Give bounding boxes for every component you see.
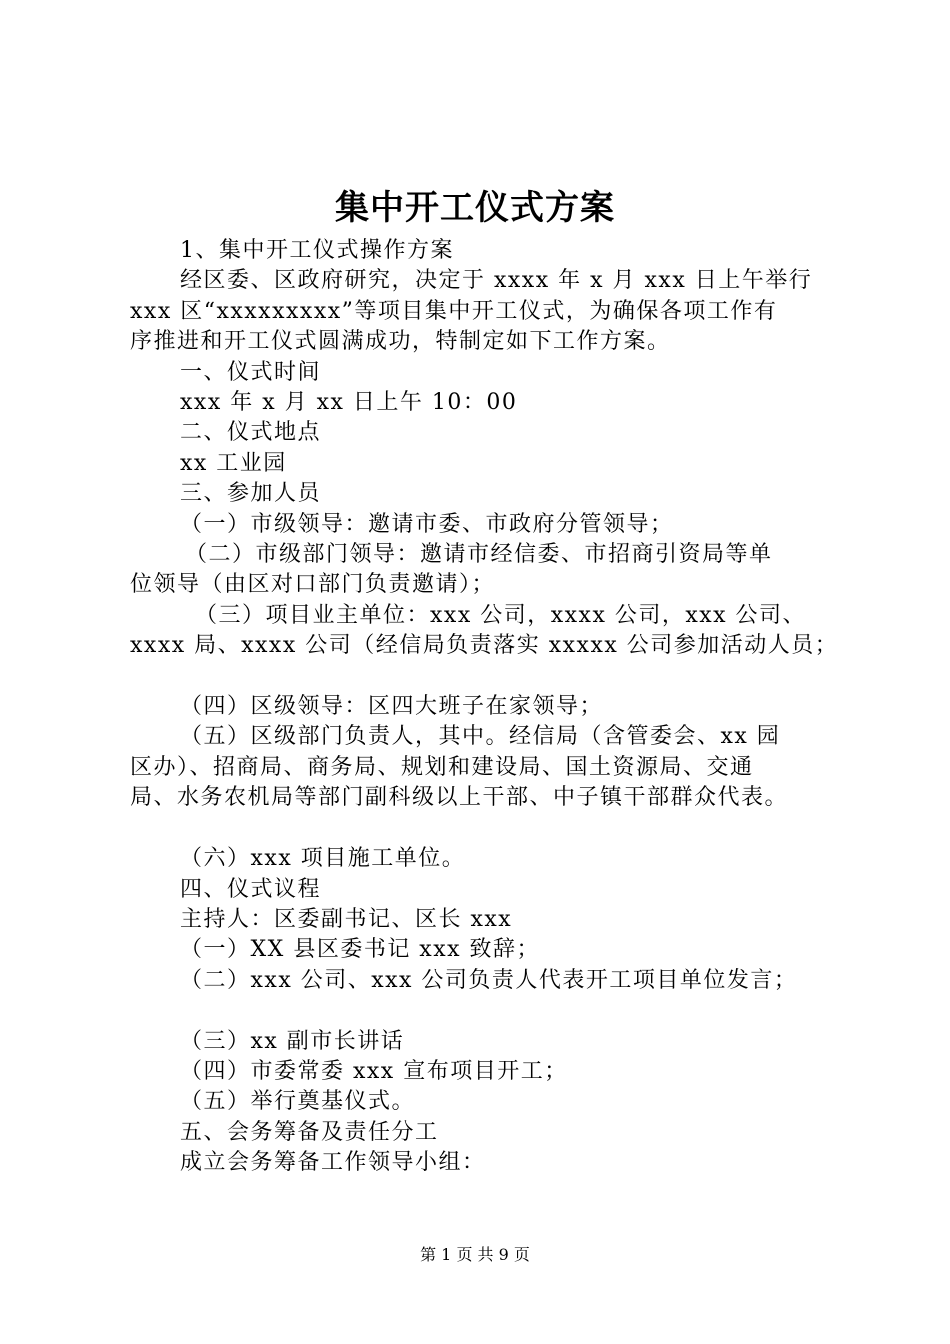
- section-heading: 1、集中开工仪式操作方案: [180, 238, 454, 263]
- paragraph-line: 区办）、招商局、商务局、规划和建设局、国土资源局、交通: [130, 754, 754, 780]
- section-heading: 四、仪式议程: [180, 876, 322, 902]
- paragraph-line: 经区委、区政府研究，决定于 xxxx 年 x 月 xxx 日上午举行: [180, 268, 813, 294]
- paragraph-line: xxx 区“xxxxxxxxx”等项目集中开工仪式，为确保各项工作有: [130, 298, 778, 324]
- list-item: （六）xxx 项目施工单位。: [180, 846, 466, 872]
- paragraph-line: 局、水务农机局等部门副科级以上干部、中子镇干部群众代表。: [130, 785, 789, 811]
- list-item: （四）市委常委 xxx 宣布项目开工；: [180, 1058, 568, 1084]
- section-heading: 二、仪式地点: [180, 420, 322, 446]
- section-heading: 一、仪式时间: [180, 359, 322, 385]
- section-heading: 五、会务筹备及责任分工: [180, 1119, 439, 1145]
- list-item: （二）xxx 公司、xxx 公司负责人代表开工项目单位发言；: [180, 967, 798, 993]
- list-item: （四）区级领导：区四大班子在家领导；: [180, 694, 604, 720]
- document-title: 集中开工仪式方案: [335, 188, 615, 228]
- blank-line: [130, 662, 840, 692]
- list-item: （一）市级领导：邀请市委、市政府分管领导；: [180, 511, 674, 537]
- paragraph-line: xxx 年 x 月 xx 日上午 10：00: [180, 390, 518, 416]
- list-item: （五）举行奠基仪式。: [180, 1089, 416, 1115]
- paragraph-line: xxxx 局、xxxx 公司（经信局负责落实 xxxxx 公司参加活动人员；: [130, 633, 839, 659]
- list-item: （三）xx 副市长讲话: [180, 1028, 405, 1054]
- page-footer: 第 1 页 共 9 页: [420, 1245, 530, 1264]
- list-item: （一）XX 县区委书记 xxx 致辞；: [180, 937, 541, 963]
- document-body: [130, 236, 840, 1179]
- paragraph-line: 位领导（由区对口部门负责邀请）；: [130, 572, 496, 598]
- list-item: （五）区级部门负责人，其中。经信局（含管委会、xx 园: [180, 724, 781, 750]
- blank-line: [130, 814, 840, 844]
- blank-line: [130, 996, 840, 1026]
- paragraph-line: 主持人：区委副书记、区长 xxx: [180, 906, 513, 932]
- paragraph-line: 序推进和开工仪式圆满成功，特制定如下工作方案。: [130, 329, 671, 355]
- paragraph-line: 成立会务筹备工作领导小组：: [180, 1150, 486, 1176]
- section-heading: 三、参加人员: [180, 481, 322, 507]
- paragraph-line: xx 工业园: [180, 450, 287, 476]
- list-item: （三）项目业主单位：xxx 公司，xxxx 公司，xxx 公司、: [195, 602, 807, 628]
- list-item: （二）市级部门领导：邀请市经信委、市招商引资局等单: [185, 542, 773, 568]
